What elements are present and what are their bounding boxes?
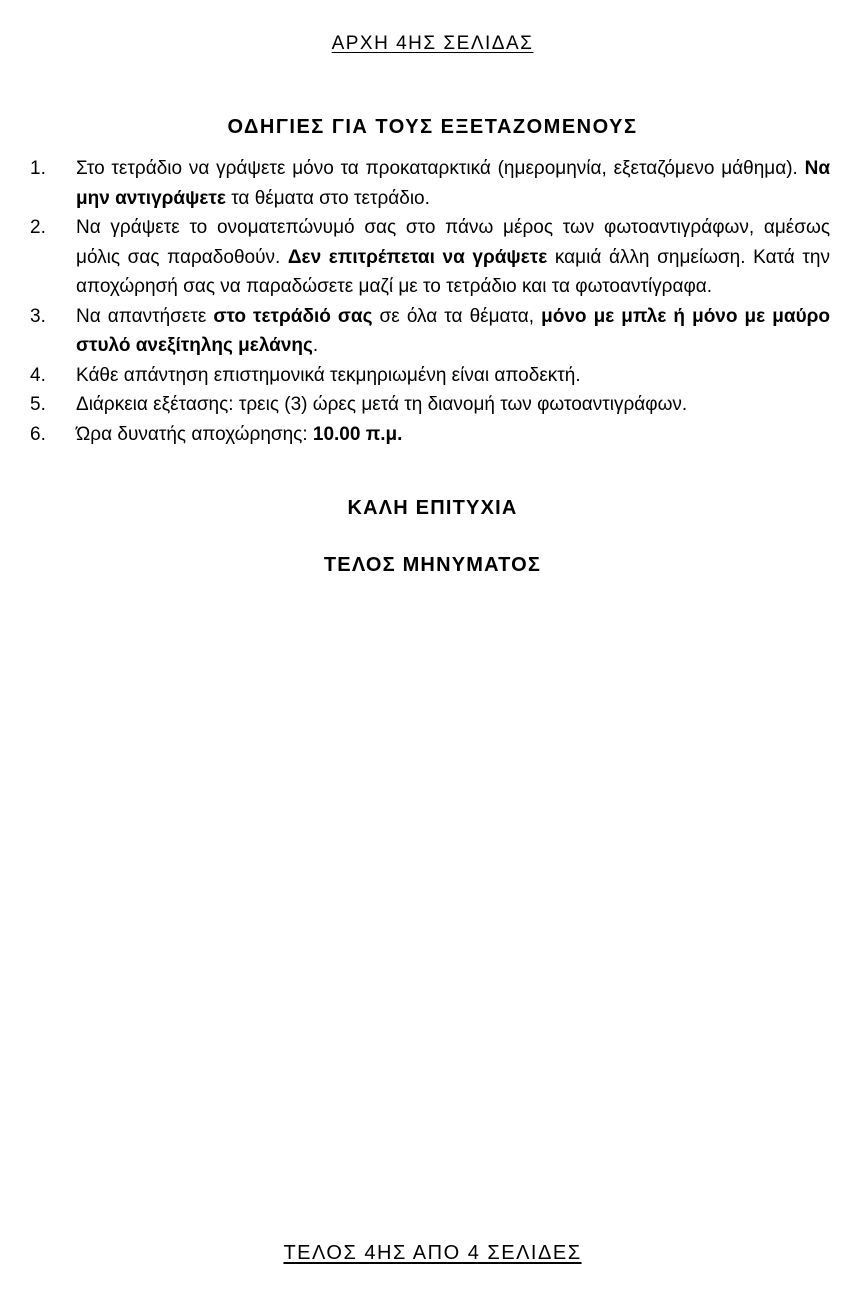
instruction-emphasis: Δεν επιτρέπεται να γράψετε <box>287 246 548 268</box>
instruction-number: 5. <box>30 394 46 415</box>
instructions-list <box>30 154 830 449</box>
instruction-emphasis: Να μην αντιγράψετε <box>76 158 830 209</box>
page-start-header: ΑΡΧΗ 4ΗΣ ΣΕΛΙΔΑΣ <box>331 33 534 54</box>
page-end-footer: ΤΕΛΟΣ 4ΗΣ ΑΠΟ 4 ΣΕΛΙΔΕΣ <box>283 1242 582 1264</box>
instruction-item-4 <box>30 361 830 391</box>
instruction-text: Κάθε απάντηση επιστημονικά τεκμηριωμένη είναι αποδεκτή. <box>76 364 581 386</box>
instruction-number: 3. <box>30 305 46 327</box>
instruction-text: Ώρα δυνατής αποχώρησης: <box>76 423 313 445</box>
instruction-item-2 <box>30 213 830 302</box>
instruction-emphasis: στο τετράδιό σας <box>213 305 373 327</box>
instruction-item-1 <box>30 154 830 213</box>
end-of-message: ΤΕΛΟΣ ΜΗΝΥΜΑΤΟΣ <box>323 554 542 576</box>
instruction-text: σε όλα τα θέματα, <box>372 305 542 327</box>
instruction-text: Στο τετράδιο να γράψετε μόνο τα προκαταρκτικά (ημερομηνία, εξεταζόμενο μάθημα). <box>76 158 805 179</box>
instruction-item-3 <box>30 302 830 361</box>
instruction-number: 4. <box>30 364 46 386</box>
instruction-text: Να απαντήσετε <box>76 305 214 327</box>
instruction-emphasis: μόνο με μπλε ή μόνο με μαύρο στυλό ανεξίτηλης μελάνης <box>76 305 830 356</box>
instruction-item-5 <box>30 390 830 420</box>
instruction-text: . <box>312 335 319 356</box>
instruction-item-6 <box>30 420 830 450</box>
instruction-text: Να γράψετε το ονοματεπώνυμό σας στο πάνω μέρος των φωτοαντιγράφων, αμέσως μόλις σας παραδοθούν. <box>76 217 830 268</box>
instruction-text: καμιά άλλη σημείωση. Κατά την αποχώρησή σας να παραδώσετε μαζί με το τετράδιο και τα φωτοαντίγραφα. <box>76 246 830 297</box>
instruction-number: 2. <box>30 217 46 238</box>
instruction-number: 6. <box>30 423 46 445</box>
instruction-number: 1. <box>30 158 46 179</box>
instruction-emphasis: 10.00 π.μ. <box>312 423 403 445</box>
good-luck-wish: ΚΑΛΗ ΕΠΙΤΥΧΙΑ <box>347 497 518 519</box>
instructions-title: ΟΔΗΓΙΕΣ ΓΙΑ ΤΟΥΣ ΕΞΕΤΑΖΟΜΕΝΟΥΣ <box>227 116 638 138</box>
instruction-text: Διάρκεια εξέτασης: τρεις (3) ώρες μετά τη διανομή των φωτοαντιγράφων. <box>76 394 688 415</box>
instruction-text: τα θέματα στο τετράδιο. <box>225 187 430 209</box>
